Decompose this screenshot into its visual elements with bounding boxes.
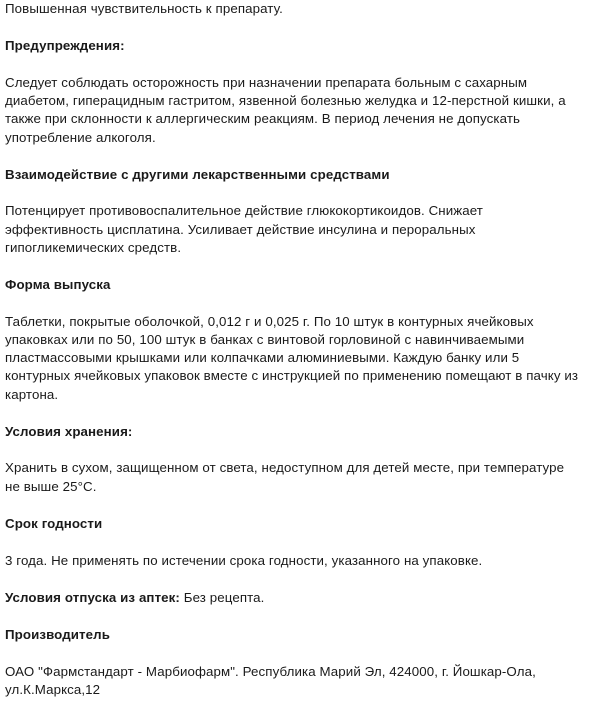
dispensing-value: Без рецепта. (179, 589, 265, 605)
interactions-heading: Взаимодействие с другими лекарственными средствами (5, 166, 390, 182)
interactions-line: эффективность цисплатина. Усиливает действие инсулина и пероральных (5, 221, 476, 237)
warnings-line: диабетом, гиперацидным гастритом, язвенной болезнью желудка и 12-перстной кишки, а (5, 93, 566, 109)
warnings-line: также при склонности к аллергическим реакциям. В период лечения не допускать (5, 111, 521, 127)
form-line: картона. (5, 386, 59, 402)
manufacturer-paragraph (5, 663, 597, 699)
manufacturer-heading: Производитель (5, 626, 110, 642)
interactions-line: Потенцирует противовоспалительное действие глюкокортикоидов. Снижает (5, 203, 483, 219)
dispensing-row (5, 589, 597, 607)
form-line: пластмассовыми крышками или колпачками алюминиевыми. Каждую банку или 5 (5, 350, 520, 366)
storage-heading: Условия хранения: (5, 423, 133, 439)
warnings-heading: Предупреждения: (5, 38, 125, 54)
shelf-life-line: 3 года. Не применять по истечении срока годности, указанного на упаковке. (5, 552, 483, 568)
intro-line: Повышенная чувствительность к препарату. (5, 1, 283, 16)
manufacturer-line: ул.К.Маркса,12 (5, 681, 101, 697)
interactions-line: гипогликемических средств. (5, 239, 182, 255)
dispensing-label: Условия отпуска из аптек: (5, 589, 180, 605)
storage-line: не выше 25°С. (5, 478, 97, 494)
manufacturer-line: ОАО "Фармстандарт - Марбиофарм". Республика Марий Эл, 424000, г. Йошкар-Ола, (5, 663, 536, 679)
form-line: упаковках или по 50, 100 штук в банках с винтовой горловиной с навинчиваемыми (5, 331, 525, 347)
form-paragraph (5, 313, 597, 404)
shelf-life-paragraph (5, 552, 597, 570)
shelf-life-heading: Срок годности (5, 515, 103, 531)
interactions-paragraph (5, 202, 597, 257)
warnings-line: употребление алкоголя. (5, 129, 156, 145)
storage-paragraph (5, 459, 597, 495)
warnings-line: Следует соблюдать осторожность при назначении препарата больным с сахарным (5, 74, 528, 90)
form-heading: Форма выпуска (5, 277, 111, 293)
storage-line: Хранить в сухом, защищенном от света, недоступном для детей месте, при температуре (5, 460, 565, 476)
form-line: Таблетки, покрытые оболочкой, 0,012 г и 0,025 г. По 10 штук в контурных ячейковых (5, 313, 534, 329)
form-line: контурных ячейковых упаковок вместе с инструкцией по применению помещают в пачку из (5, 368, 579, 384)
warnings-paragraph (5, 74, 597, 147)
